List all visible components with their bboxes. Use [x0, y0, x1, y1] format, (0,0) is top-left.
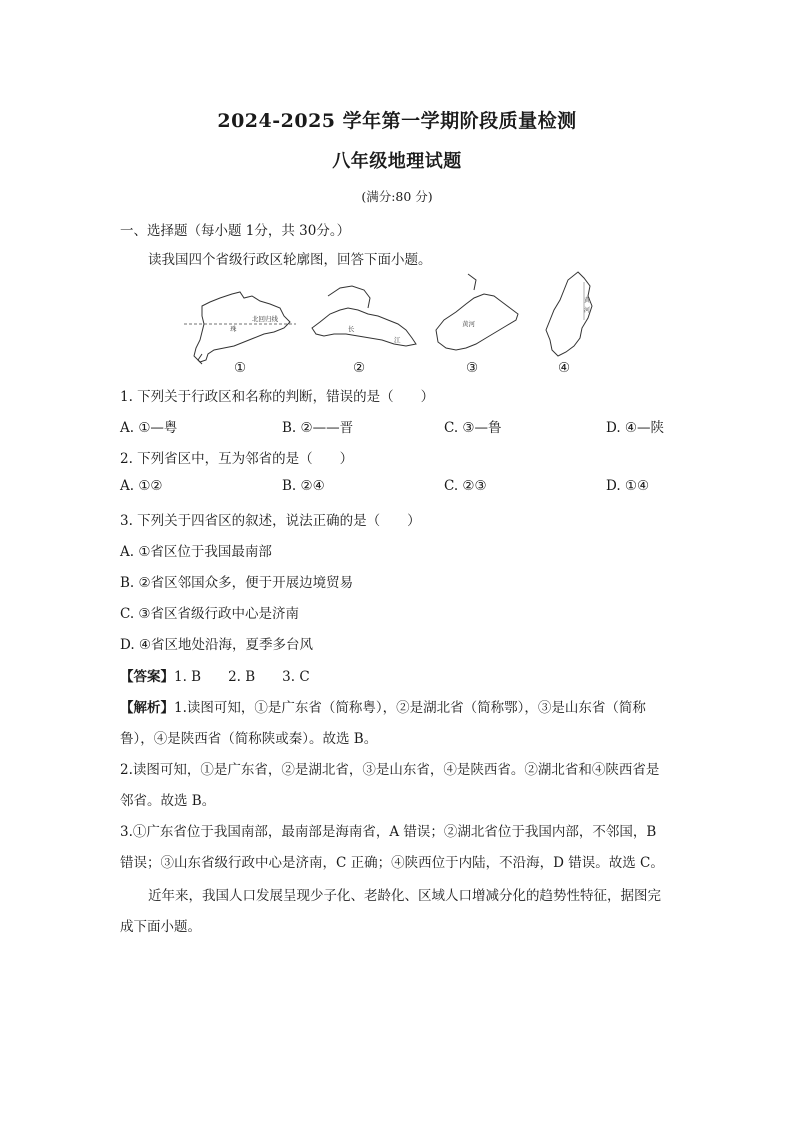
analysis-line-2: 鲁），④是陕西省（简称陕或秦）。故选 B。 — [120, 731, 378, 747]
guangdong-outline — [194, 292, 290, 364]
next-intro-line-2: 成下面小题。 — [120, 919, 201, 935]
question-2-option-c: C. ②③ — [444, 478, 487, 494]
chang-label: 长 — [348, 325, 355, 333]
analysis-text-1: 1.读图可知，①是广东省（简称粤），②是湖北省（简称鄂），③是山东省（简称 — [174, 700, 646, 716]
exam-subtitle: 八年级地理试题 — [332, 151, 462, 172]
question-2-option-d: D. ①④ — [606, 478, 650, 494]
analysis-line-3: 2.读图可知，①是广东省，②是湖北省，③是山东省，④是陕西省。②湖北省和④陕西省是 — [120, 762, 660, 778]
section-intro: 读我国四个省级行政区轮廓图，回答下面小题。 — [148, 252, 432, 268]
figure-label-3: ③ — [466, 360, 479, 376]
answer-text: 1. B 2. B 3. C — [174, 669, 310, 685]
answer-line — [120, 665, 310, 685]
question-1-option-b: B. ②——晋 — [282, 420, 354, 436]
question-2-option-a: A. ①② — [120, 478, 163, 494]
question-1-stem: 1. 下列关于行政区和名称的判断，错误的是（ ） — [120, 389, 435, 405]
jiang-label: 江 — [394, 336, 401, 344]
question-3-option-d: D. ④省区地处沿海，夏季多台风 — [120, 637, 314, 653]
analysis-line-5: 3.①广东省位于我国南部，最南部是海南省，A 错误；②湖北省位于我国内部，不邻国，B — [120, 824, 657, 840]
question-3-option-c: C. ③省区省级行政中心是济南 — [120, 606, 300, 622]
analysis-line-6: 错误；③山东省级行政中心是济南，C 正确；④陕西位于内陆，不沿海，D 错误。故选 C。 — [120, 855, 664, 871]
question-2-option-b: B. ②④ — [282, 478, 325, 494]
question-3-stem: 3. 下列关于四省区的叙述，说法正确的是（ ） — [120, 513, 421, 529]
zhu-label: 珠 — [230, 325, 237, 333]
analysis-line-4: 邻省。故选 B。 — [120, 793, 216, 809]
question-2-stem: 2. 下列省区中，互为邻省的是（ ） — [120, 451, 354, 467]
section-heading: 一、选择题（每小题 1分，共 30分。） — [120, 223, 351, 239]
question-1-option-c: C. ③—鲁 — [444, 420, 502, 436]
shaanxi-outline — [546, 272, 592, 356]
analysis-line-1 — [120, 696, 646, 716]
question-1-option-d: D. ④—陕 — [606, 420, 665, 436]
analysis-label: 【解析】 — [120, 700, 174, 716]
shandong-outline — [436, 274, 518, 350]
next-intro-line-1: 近年来，我国人口发展呈现少子化、老龄化、区域人口增减分化的趋势性特征，据图完 — [148, 888, 661, 904]
exam-title: 2024-2025 学年第一学期阶段质量检测 — [217, 110, 577, 132]
answer-label: 【答案】 — [120, 669, 174, 685]
question-3-option-b: B. ②省区邻国众多，便于开展边境贸易 — [120, 575, 354, 591]
question-3-option-a: A. ①省区位于我国最南部 — [120, 544, 272, 560]
figure-label-4: ④ — [558, 360, 571, 376]
he-label-4: 河 — [584, 307, 591, 314]
figure-label-2: ② — [353, 360, 366, 376]
huang-label-4: 黄 — [584, 297, 591, 304]
score-note: (满分:80 分) — [361, 189, 433, 204]
tropic-label: 北回归线 — [252, 315, 278, 323]
huanghe-label-3: 黄河 — [462, 320, 475, 328]
question-1-option-a: A. ①—粤 — [120, 420, 178, 436]
figure-label-1: ① — [234, 360, 247, 376]
